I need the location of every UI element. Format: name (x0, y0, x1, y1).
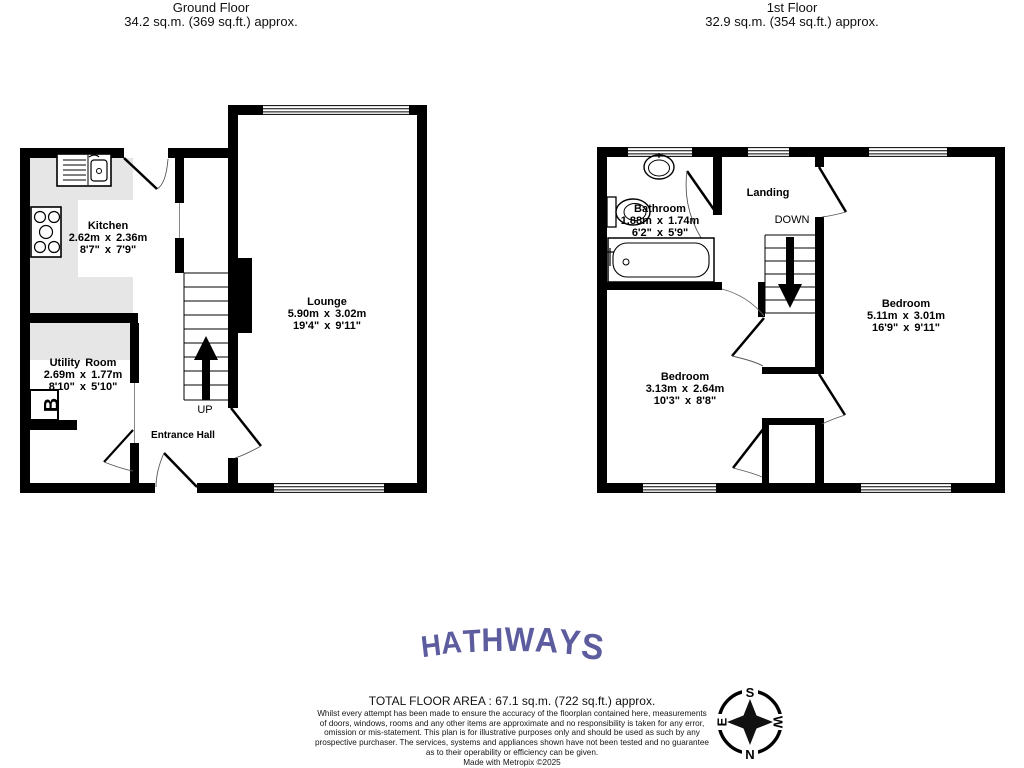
kitchen-counter (30, 158, 133, 360)
hathways-logo (418, 620, 606, 669)
logo-letter: Y (557, 622, 583, 663)
room-name: Lounge (307, 296, 347, 308)
room-metric: 5.90m x 3.02m (287, 308, 367, 320)
logo-letter: H (481, 620, 504, 659)
compass-north: N (745, 747, 755, 762)
compass-south: S (745, 685, 755, 700)
room-metric: 2.69m x 1.77m (43, 369, 123, 381)
room-imperial: 6'2" x 5'9" (631, 227, 689, 239)
lounge-window-top (262, 105, 410, 115)
first-floor-header (632, 1, 952, 28)
logo-letter: H (418, 628, 443, 665)
up-label: UP (197, 404, 213, 416)
landing-label: Landing (746, 187, 790, 199)
bedroom-right-label (867, 298, 945, 334)
room-imperial: 19'4" x 9'11" (293, 320, 361, 332)
bathtub (606, 238, 714, 282)
bathroom-label (621, 203, 700, 239)
ground-floor-title: Ground Floor (172, 0, 250, 15)
kitchen-sink (57, 154, 111, 186)
room-name: Utility Room (49, 357, 117, 369)
first-floor-title: 1st Floor (766, 0, 818, 15)
room-name: Bedroom (660, 371, 710, 383)
room-name: Bathroom (634, 203, 686, 215)
logo-letter: W (504, 620, 535, 659)
room-metric: 5.11m x 3.01m (866, 310, 946, 322)
room-imperial: 8'7" x 7'9" (79, 244, 137, 256)
utility-room-label (44, 357, 123, 393)
disclaimer-line: Whilst every attempt has been made to ensure the accuracy of the floorplan contained here, measurements (317, 709, 707, 718)
hob (31, 207, 61, 257)
disclaimer (277, 709, 747, 767)
compass-west: W (770, 715, 786, 729)
logo-letter: T (461, 622, 482, 659)
compass-east: E (714, 717, 730, 727)
room-metric: 3.13m x 2.64m (645, 383, 725, 395)
ground-floor-header (51, 1, 371, 28)
disclaimer-line: prospective purchaser. The services, systems and appliances shown have not been tested and no guarantee (314, 738, 709, 748)
total-floor-area: TOTAL FLOOR AREA : 67.1 sq.m. (722 sq.ft.) approx. (368, 694, 656, 708)
room-metric: 1.88m x 1.74m (620, 215, 700, 227)
entrance-hall-label: Entrance Hall (151, 430, 215, 441)
room-name: Bedroom (881, 298, 931, 310)
logo-letter: A (439, 624, 464, 661)
logo-letter: A (534, 620, 560, 661)
up-arrow (194, 336, 218, 400)
ground-floor-area: 34.2 sq.m. (369 sq.ft.) approx. (124, 13, 298, 29)
disclaimer-line: of doors, windows, rooms and any other items are approximate and no responsibility is taken for any error, (319, 718, 705, 728)
logo-letter: S (579, 624, 606, 669)
first-floor-area: 32.9 sq.m. (354 sq.ft.) approx. (705, 13, 879, 29)
room-name: Kitchen (87, 220, 129, 232)
boiler (30, 390, 63, 420)
bedroom-left-label (646, 371, 725, 407)
room-imperial: 10'3" x 8'8" (653, 395, 717, 407)
room-imperial: 16'9" x 9'11" (871, 322, 940, 334)
lounge-window-bottom (273, 483, 385, 493)
room-imperial: 8'10" x 5'10" (48, 381, 118, 393)
kitchen-label (69, 220, 148, 256)
down-label: DOWN (774, 214, 810, 226)
room-metric: 2.62m x 2.36m (68, 232, 148, 244)
understair-cut-line (722, 289, 764, 316)
made-with-metropix: Made with Metropix ©2025 (463, 757, 561, 767)
disclaimer-line: omission or mis-statement. This plan is for illustrative purposes only and should be used as such by any (324, 728, 700, 738)
lounge-label (288, 296, 367, 332)
disclaimer-line: as to their operability or efficiency can be given. (425, 747, 599, 757)
boiler-label: B (41, 397, 63, 413)
